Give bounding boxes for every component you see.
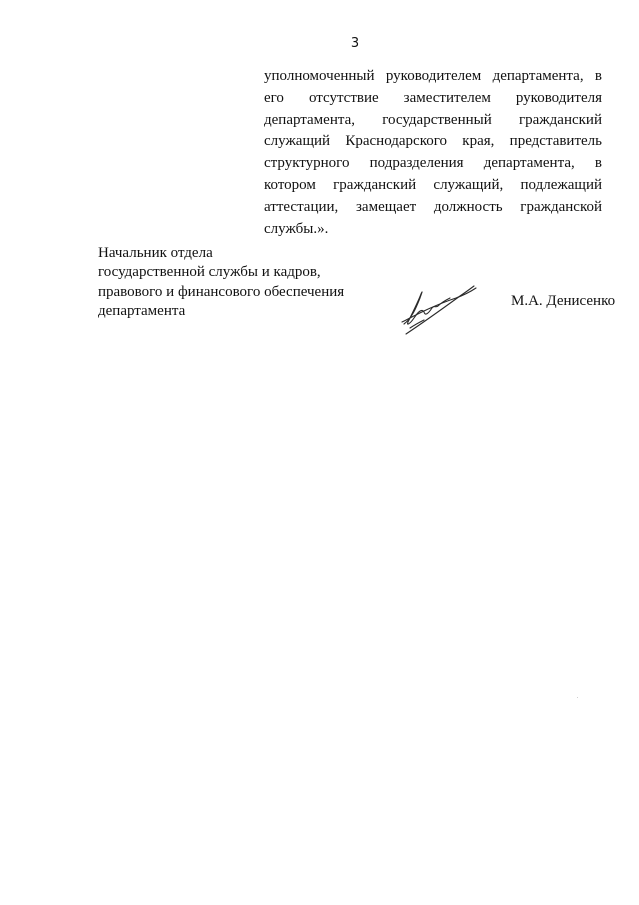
position-line: департамента xyxy=(98,302,186,319)
position-line: правового и финансового обеспечения xyxy=(98,283,345,300)
signer-name: М.А. Денисенко xyxy=(511,293,616,309)
body-line: службы.». xyxy=(264,220,329,237)
body-paragraph xyxy=(264,66,602,240)
scan-speck xyxy=(577,697,578,698)
body-line: структурного подразделения департамента, в xyxy=(264,155,602,172)
body-line: его отсутствие заместителем руководителя xyxy=(264,89,602,106)
body-line: уполномоченный руководителем департамента, в xyxy=(264,68,602,84)
body-line: служащий Краснодарского края, представитель xyxy=(264,133,602,150)
position-line: Начальник отдела xyxy=(98,245,213,261)
body-line: аттестации, замещает должность гражданской xyxy=(264,198,602,215)
signer-position xyxy=(98,244,344,321)
body-line: департамента, государственный гражданский xyxy=(264,111,602,128)
handwritten-signature xyxy=(398,278,480,340)
body-line: котором гражданский служащий, подлежащий xyxy=(264,176,602,193)
page-number: 3 xyxy=(350,36,360,51)
position-line: государственной службы и кадров, xyxy=(98,264,321,281)
